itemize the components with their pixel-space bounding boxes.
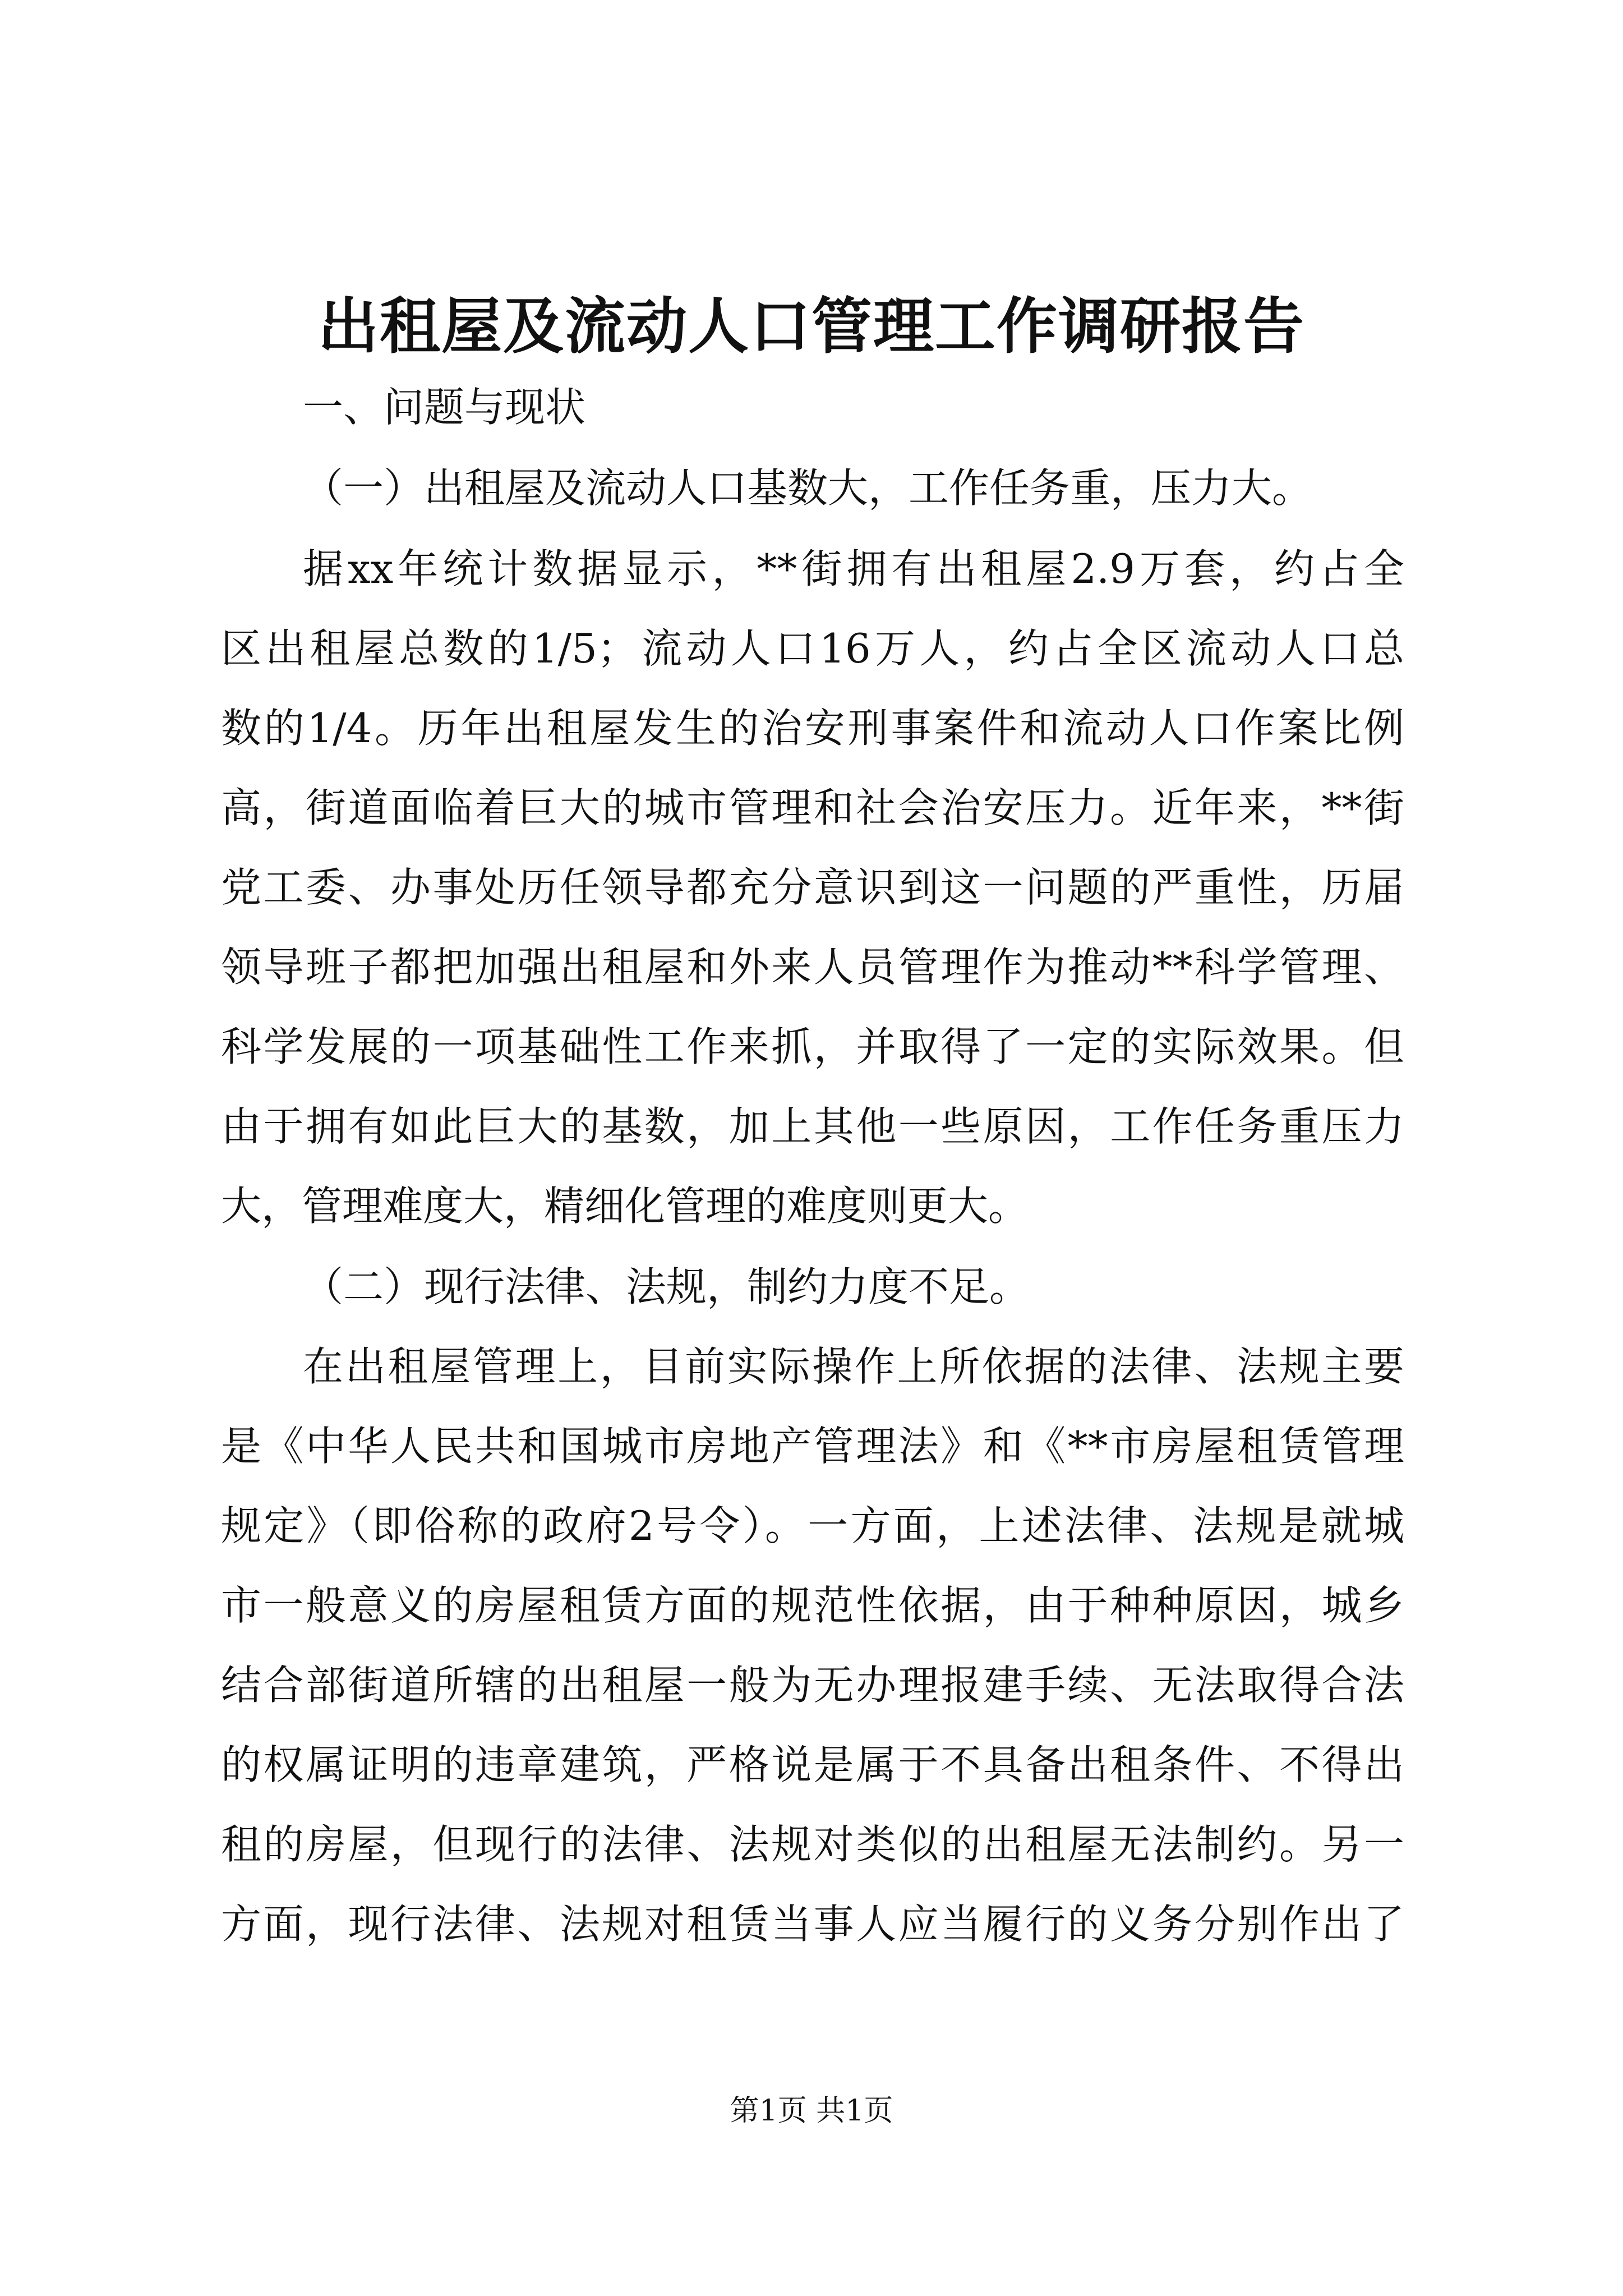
document-title: 出租屋及流动人口管理工作调研报告 [317,291,1305,362]
subsection-heading: （二）现行法律、法规，制约力度不足。 [303,1263,1030,1310]
paragraph-line: 结合部街道所辖的出租屋一般为无办理报建手续、无法取得合法 [221,1662,1404,1709]
paragraph-line: 的权属证明的违章建筑，严格说是属于不具备出租条件、不得出 [221,1741,1404,1788]
page-footer: 第1页 共1页 [730,2094,893,2128]
section-heading: 一、问题与现状 [303,384,586,431]
paragraph-line: 科学发展的一项基础性工作来抓，并取得了一定的实际效果。但 [221,1023,1404,1070]
paragraph-line: 据xx年统计数据显示，**街拥有出租屋2.9万套，约占全 [303,545,1404,592]
paragraph-line: 由于拥有如此巨大的基数，加上其他一些原因，工作任务重压力 [221,1103,1404,1150]
paragraph-line: 市一般意义的房屋租赁方面的规范性依据，由于种种原因，城乡 [221,1582,1404,1629]
paragraph-line: 方面，现行法律、法规对租赁当事人应当履行的义务分别作出了 [221,1901,1404,1948]
paragraph-line: 是《中华人民共和国城市房地产管理法》和《**市房屋租赁管理 [221,1423,1404,1470]
paragraph-line: 租的房屋，但现行的法律、法规对类似的出租屋无法制约。另一 [221,1821,1404,1868]
subsection-heading: （一）出租屋及流动人口基数大，工作任务重，压力大。 [303,464,1313,512]
paragraph-line: 规定》（即俗称的政府2号令）。一方面，上述法律、法规是就城 [221,1502,1404,1549]
paragraph-line: 数的1/4。历年出租屋发生的治安刑事案件和流动人口作案比例 [221,705,1404,752]
paragraph-line: 党工委、办事处历任领导都充分意识到这一问题的严重性，历届 [221,864,1404,911]
paragraph-line: 高，街道面临着巨大的城市管理和社会治安压力。近年来，**街 [221,784,1404,831]
paragraph-line: 区出租屋总数的1/5；流动人口16万人，约占全区流动人口总 [221,625,1404,672]
paragraph-line: 领导班子都把加强出租屋和外来人员管理作为推动**科学管理、 [221,944,1404,991]
paragraph-line: 在出租屋管理上，目前实际操作上所依据的法律、法规主要 [303,1343,1404,1390]
paragraph-line: 大，管理难度大，精细化管理的难度则更大。 [221,1182,1029,1230]
